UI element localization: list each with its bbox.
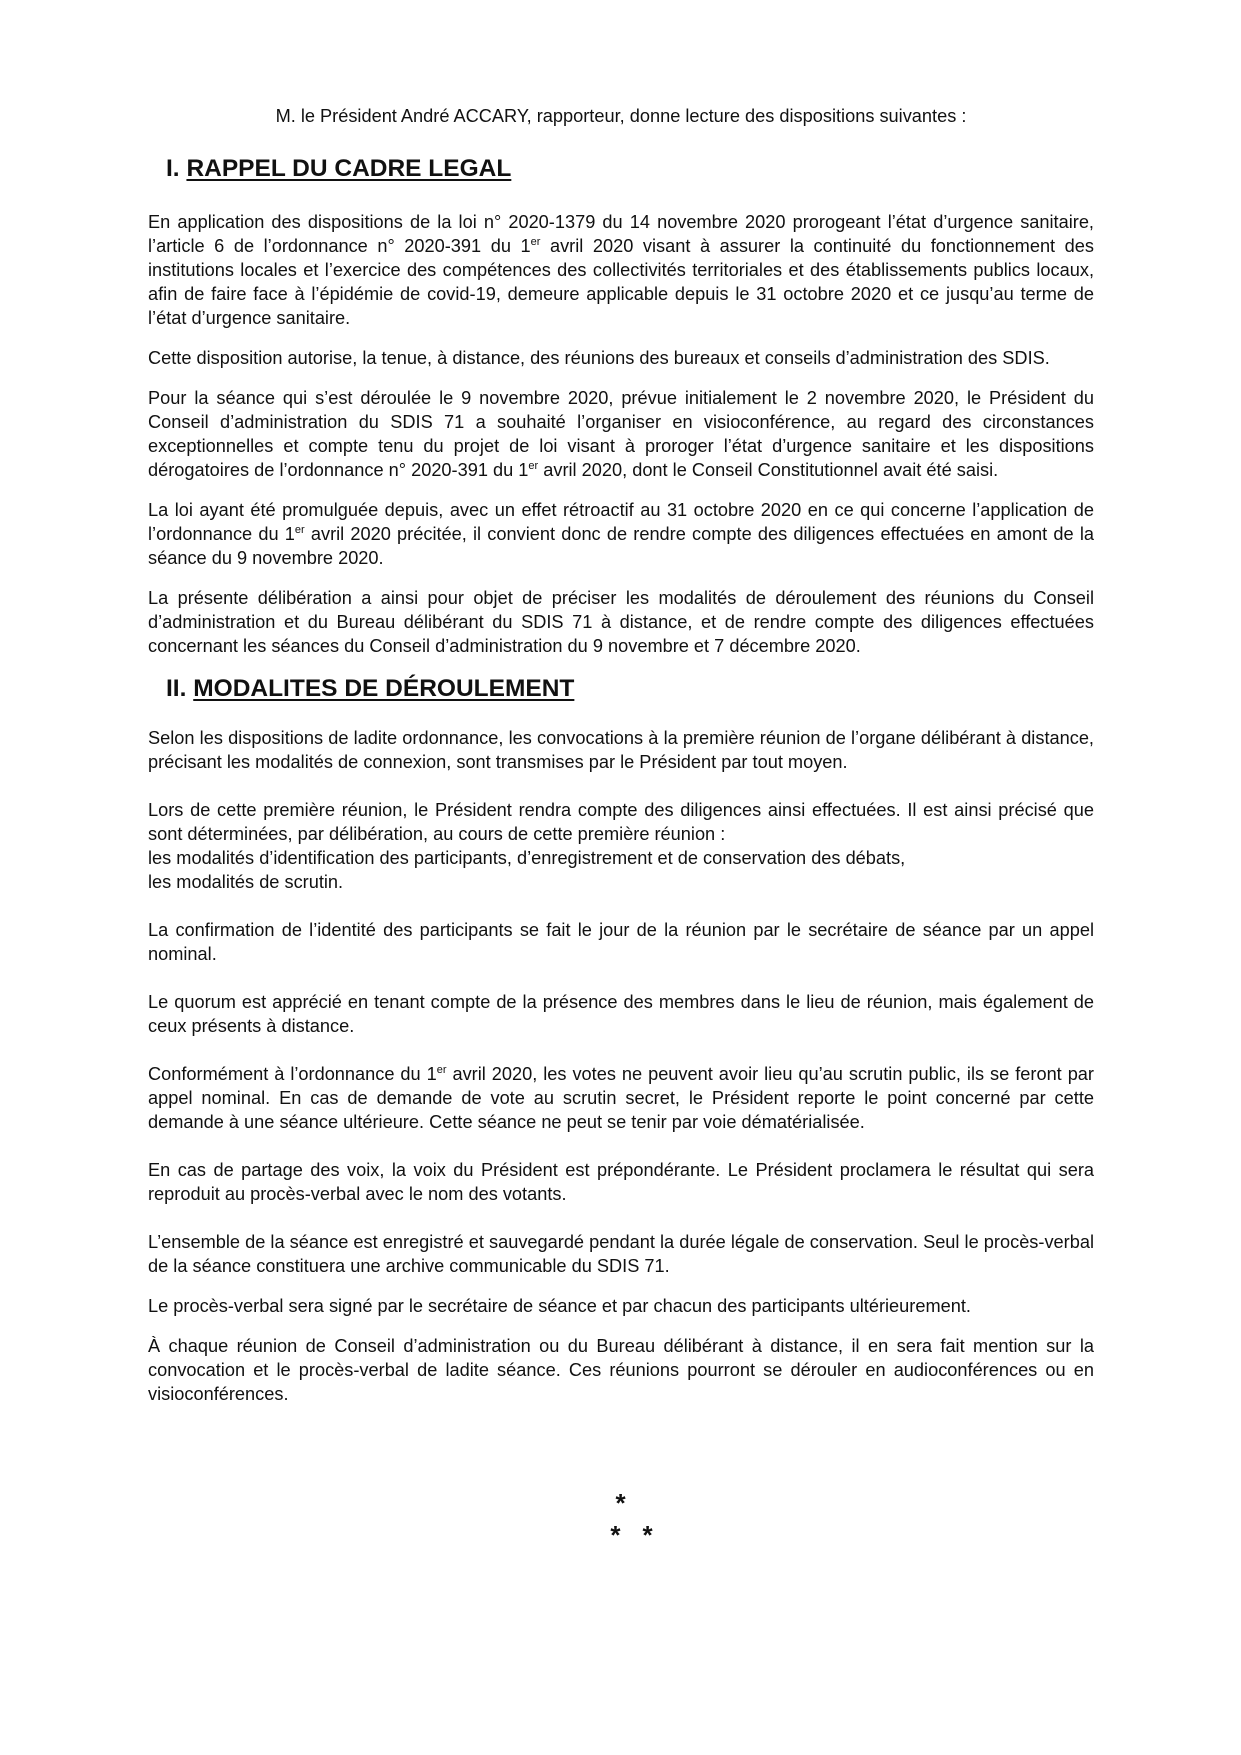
section-2-title: MODALITES DE DÉROULEMENT [193, 675, 575, 702]
section-2-number: II. [166, 675, 187, 702]
intro-line: M. le Président André ACCARY, rapporteur, donne lecture des dispositions suivantes : [275, 106, 967, 126]
section-2-paragraph-5 [148, 1062, 1094, 1134]
text-run: avril 2020, dont le Conseil Constitutionnel avait été saisi. [538, 460, 999, 480]
superscript: er [528, 459, 539, 472]
text-run: Pour la séance qui s’est déroulée le 9 novembre 2020, prévue initialement le 2 novembre 2020, le Président du Conseil d’administration du SDIS 71 a souhaité l’organiser en visioconférence, au regard des circonstances exceptionnelles et compte tenu du projet de loi visant à proroger l’état d’urgence sanitaire et les dispositions dérogatoires de l’ordonnance n° 2020-391 du 1 [148, 388, 1094, 480]
section-1-title: RAPPEL DU CADRE LEGAL [186, 155, 512, 182]
section-2-paragraph-2 [148, 798, 1094, 894]
section-2-paragraph-7: L’ensemble de la séance est enregistré et sauvegardé pendant la durée légale de conservation. Seul le procès-verbal de la séance constituera une archive communicable du SDIS 71. [148, 1232, 1094, 1276]
list-item: les modalités de scrutin. [148, 872, 344, 892]
section-1-paragraph-1 [148, 210, 1094, 330]
section-2-paragraph-8: Le procès-verbal sera signé par le secrétaire de séance et par chacun des participants ultérieurement. [148, 1296, 971, 1316]
superscript: er [294, 523, 305, 536]
superscript: er [530, 235, 541, 248]
section-1-number: I. [166, 155, 180, 182]
section-2-paragraph-1: Selon les dispositions de ladite ordonnance, les convocations à la première réunion de l’organe délibérant à distance, précisant les modalités de connexion, sont transmises par le Président par tout moyen. [148, 728, 1094, 772]
text-run: Lors de cette première réunion, le Président rendra compte des diligences ainsi effectuées. Il est ainsi précisé que sont déterminées, par délibération, au cours de cette première réunion : [148, 800, 1094, 844]
section-2-paragraph-6: En cas de partage des voix, la voix du Président est prépondérante. Le Président proclamera le résultat qui sera reproduit au procès-verbal avec le nom des votants. [148, 1160, 1094, 1204]
star-bottom: ** [610, 1520, 675, 1550]
text-run: avril 2020, les votes ne peuvent avoir lieu qu’au scrutin public, ils se feront par appel nominal. En cas de demande de vote au scrutin secret, le Président reporte le point concerné par cette demande à une séance ultérieure. Cette séance ne peut se tenir par voie dématérialisée. [148, 1064, 1094, 1132]
section-2-heading [166, 674, 1094, 704]
section-1-paragraph-2: Cette disposition autorise, la tenue, à distance, des réunions des bureaux et conseils d’administration des SDIS. [148, 348, 1050, 368]
text-run: avril 2020 visant à assurer la continuité du fonctionnement des institutions locales et l’exercice des compétences des collectivités territoriales et des établissements publics locaux, afin de faire face à l’épidémie de covid-19, demeure applicable depuis le 31 octobre 2020 et ce jusqu’au terme de l’état d’urgence sanitaire. [148, 236, 1094, 328]
text-run: La loi ayant été promulguée depuis, avec un effet rétroactif au 31 octobre 2020 en ce qui concerne l’application de l’ordonnance du 1 [148, 500, 1094, 544]
text-run: En application des dispositions de la loi n° 2020-1379 du 14 novembre 2020 prorogeant l’état d’urgence sanitaire, l’article 6 de l’ordonnance n° 2020-391 du 1 [148, 212, 1094, 256]
document-page [148, 104, 1094, 1422]
section-2-paragraph-9: À chaque réunion de Conseil d’administration ou du Bureau délibérant à distance, il en sera fait mention sur la convocation et le procès-verbal de ladite séance. Ces réunions pourront se dérouler en audioconférences ou en visioconférences. [148, 1336, 1094, 1404]
section-2-paragraph-3: La confirmation de l’identité des participants se fait le jour de la réunion par le secrétaire de séance par un appel nominal. [148, 920, 1094, 964]
text-run: Conformément à l’ordonnance du 1 [148, 1064, 437, 1084]
list-item: les modalités d’identification des participants, d’enregistrement et de conservation des débats, [148, 848, 906, 868]
star-top: * [615, 1488, 626, 1518]
section-1-paragraph-4 [148, 498, 1094, 570]
text-run: avril 2020 précitée, il convient donc de rendre compte des diligences effectuées en amont de la séance du 9 novembre 2020. [148, 524, 1094, 568]
superscript: er [436, 1063, 447, 1076]
section-2-paragraph-4: Le quorum est apprécié en tenant compte de la présence des membres dans le lieu de réunion, mais également de ceux présents à distance. [148, 992, 1094, 1036]
section-1-paragraph-5: La présente délibération a ainsi pour objet de préciser les modalités de déroulement des réunions du Conseil d’administration et du Bureau délibérant du SDIS 71 à distance, et de rendre compte des diligences effectuées concernant les séances du Conseil d’administration du 9 novembre et 7 décembre 2020. [148, 588, 1094, 656]
section-1-heading [166, 154, 1094, 184]
section-1-paragraph-3 [148, 386, 1094, 482]
